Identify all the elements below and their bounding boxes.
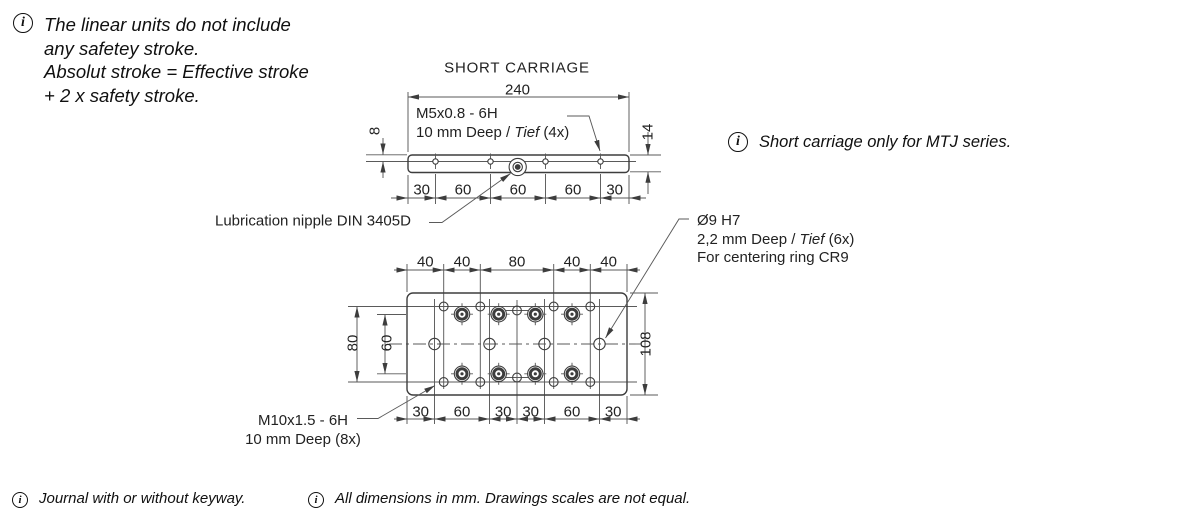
note-linear-units: [13, 13, 309, 107]
dim-bv-b60: 60: [453, 403, 471, 420]
m5-hole: [543, 159, 548, 164]
dim-bv-b30: 30: [604, 403, 622, 420]
dim-bv-40: 40: [453, 253, 471, 271]
info-icon: i: [728, 132, 748, 152]
dim-bv-b30: 30: [494, 403, 512, 420]
note-mtj: [728, 132, 1011, 152]
note-line: Absolut stroke = Effective stroke: [44, 61, 309, 82]
m5-hole: [488, 159, 493, 164]
info-icon: i: [12, 492, 28, 508]
dim-bv-40: 40: [600, 253, 617, 271]
dim-bv-b30: 30: [522, 403, 540, 420]
drawing-title: SHORT CARRIAGE: [444, 59, 590, 77]
dim-sv-30: 30: [413, 181, 431, 199]
dim-sv-60: 60: [509, 181, 527, 199]
dim-60: 60: [378, 334, 396, 352]
note-text: Short carriage only for MTJ series.: [759, 133, 1012, 151]
dim-80: 80: [344, 334, 362, 352]
dim-14: 14: [639, 123, 657, 141]
centering-leader: [606, 219, 690, 338]
dim-sv-60: 60: [454, 181, 472, 199]
note-dimensions: [308, 490, 690, 508]
dim-bv-b60: 60: [563, 403, 581, 420]
m10-thread-label: M10x1.5 - 6H 10 mm Deep (8x): [245, 412, 361, 448]
dim-108: 108: [637, 330, 654, 357]
centering-hole-label: Ø9 H7 2,2 mm Deep / Tief (6x) For centering ring CR9: [697, 212, 855, 266]
m5-thread-label: M5x0.8 - 6H 10 mm Deep / Tief (4x): [416, 105, 570, 141]
note-line: + 2 x safety stroke.: [44, 84, 200, 106]
info-icon: i: [13, 13, 33, 33]
note-journal: [12, 490, 245, 508]
m5-hole: [433, 159, 438, 164]
lubrication-label: Lubrication nipple DIN 3405D: [215, 212, 411, 230]
dim-bv-40: 40: [416, 253, 434, 271]
lubrication-nipple: [509, 158, 526, 175]
note-text: Journal with or without keyway.: [39, 490, 246, 507]
dim-8: 8: [366, 126, 383, 135]
dim-bv-40: 40: [563, 253, 581, 271]
note-line: any safetey stroke.: [44, 37, 200, 59]
m5-hole: [598, 159, 603, 164]
dim-bv-80: 80: [508, 253, 526, 271]
note-text: All dimensions in mm. Drawings scales are not equal.: [335, 490, 691, 507]
dim-sv-30: 30: [606, 181, 624, 199]
dim-bv-b30: 30: [412, 403, 430, 420]
dim-sv-60: 60: [564, 181, 582, 199]
info-icon: i: [308, 492, 324, 508]
dim-240: 240: [504, 81, 531, 98]
m5-leader: [567, 116, 600, 151]
bottom-view-drawing: [348, 219, 689, 424]
note-line: The linear units do not include: [44, 14, 291, 35]
